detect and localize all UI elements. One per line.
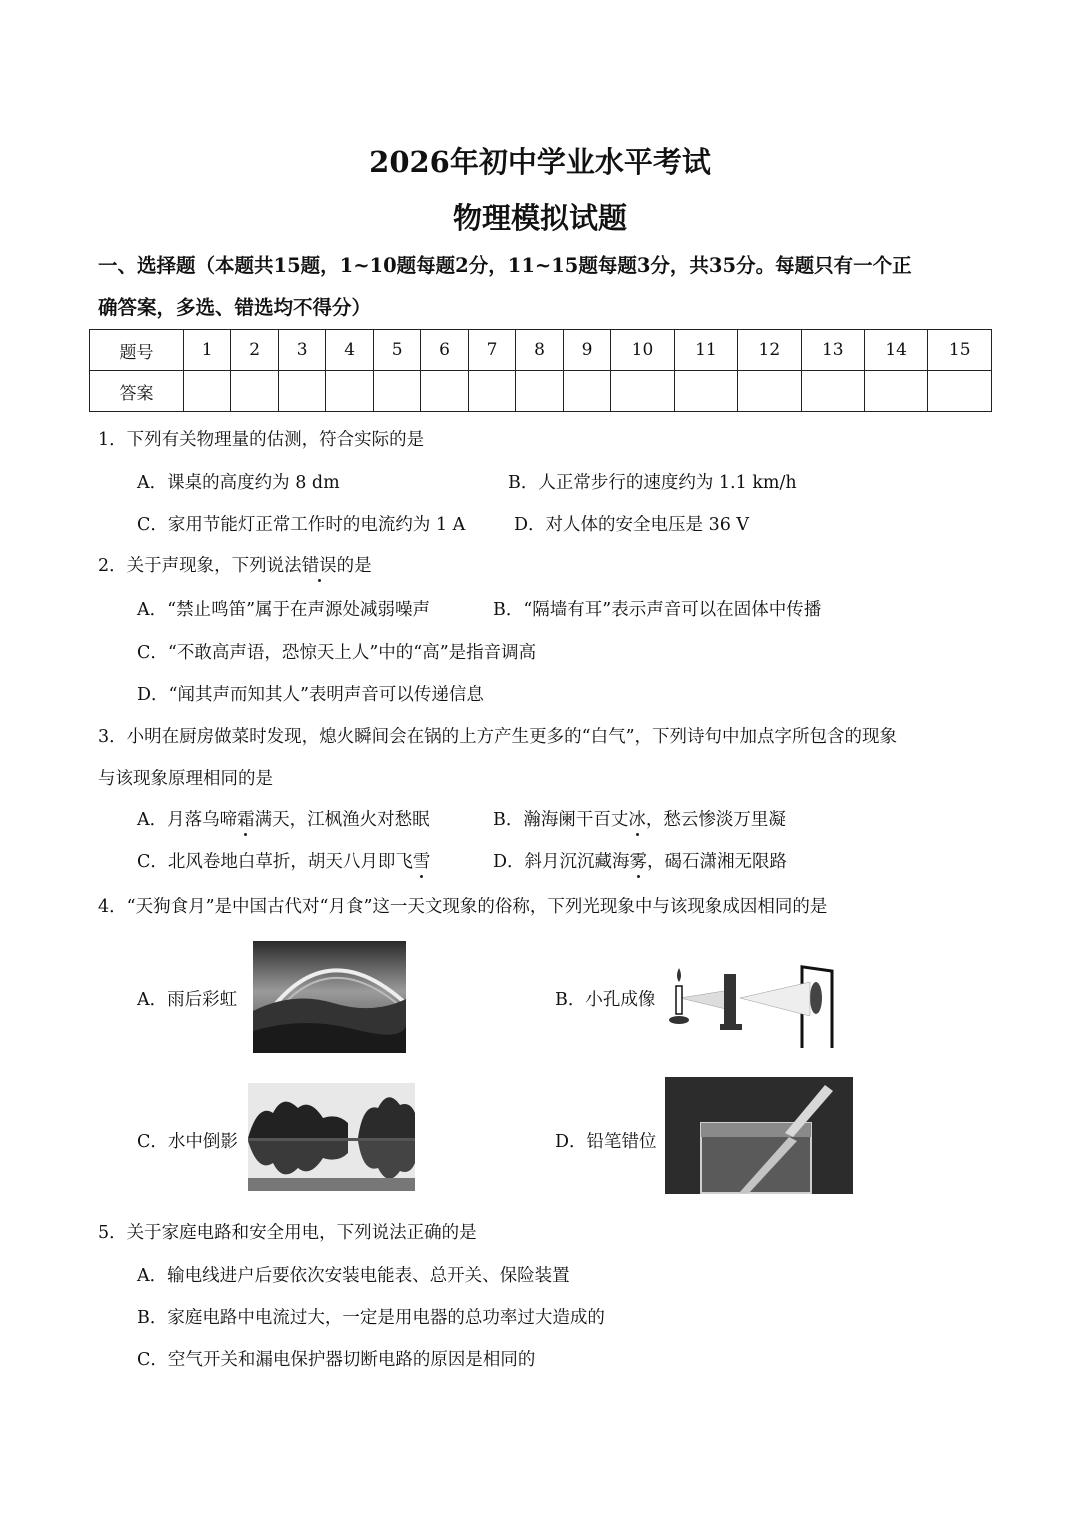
question-number-cell: 3	[278, 330, 325, 371]
question-1-option-d: D．对人体的安全电压是 36 V	[514, 515, 750, 535]
question-number-cell: 10	[611, 330, 674, 371]
question-3-option-c	[137, 848, 430, 873]
dotted-char: 霜	[237, 810, 255, 830]
dotted-char: 雪	[412, 852, 431, 872]
question-3-stem-line2: 与该现象原理相同的是	[98, 769, 273, 789]
question-4-stem: 4．“天狗食月”是中国古代对“月食”这一天文现象的俗称，下列光现象中与该现象成因相同的是	[98, 897, 828, 917]
question-number-cell: 6	[421, 330, 468, 371]
answer-cell[interactable]	[373, 371, 420, 412]
dotted-char: 冰	[628, 810, 646, 830]
question-number-cell: 7	[468, 330, 515, 371]
question-2-emphasis: 错误	[301, 556, 337, 576]
exam-subtitle: 物理模拟试题	[452, 201, 627, 235]
option-text: C．北风卷地白草折，胡天八月即飞	[137, 852, 413, 872]
answer-table-answer-row	[90, 371, 992, 412]
option-text: A．月落乌啼	[137, 810, 238, 830]
section-heading	[98, 245, 998, 329]
question-1-option-b: B．人正常步行的速度约为 1.1 km/h	[508, 473, 797, 493]
question-2-stem-end: 的是	[336, 556, 372, 576]
question-1-stem: 1．下列有关物理量的估测，符合实际的是	[98, 430, 425, 450]
option-text: ，碣石潇湘无限路	[647, 852, 788, 872]
answer-cell[interactable]	[468, 371, 515, 412]
question-number-cell: 13	[801, 330, 864, 371]
question-number-cell: 14	[864, 330, 927, 371]
question-5-option-a: A．输电线进户后要依次安装电能表、总开关、保险装置	[137, 1266, 570, 1286]
answer-cell[interactable]	[563, 371, 610, 412]
answer-cell[interactable]	[516, 371, 563, 412]
question-number-cell: 11	[674, 330, 737, 371]
question-4-option-b: B．小孔成像	[555, 990, 656, 1010]
exam-title: 2026年初中学业水平考试	[369, 145, 711, 179]
question-2-option-a: A．“禁止鸣笛”属于在声源处减弱噪声	[137, 600, 431, 620]
answer-table-number-row	[90, 330, 992, 371]
option-text: B．瀚海阑干百丈	[493, 810, 629, 830]
answer-cell[interactable]	[738, 371, 801, 412]
answer-cell[interactable]	[421, 371, 468, 412]
question-number-cell: 15	[928, 330, 992, 371]
question-2-stem	[98, 552, 372, 577]
question-number-cell: 8	[516, 330, 563, 371]
pinhole-camera-diagram	[668, 946, 836, 1048]
answer-cell[interactable]	[864, 371, 927, 412]
question-number-cell: 5	[373, 330, 420, 371]
option-text: D．斜月沉沉藏海	[493, 852, 630, 872]
question-3-option-b	[493, 806, 786, 831]
answer-cell[interactable]	[278, 371, 325, 412]
answer-table	[89, 329, 992, 412]
question-number-cell: 9	[563, 330, 610, 371]
answer-cell[interactable]	[231, 371, 278, 412]
question-5-option-c: C．空气开关和漏电保护器切断电路的原因是相同的	[137, 1350, 536, 1370]
question-2-stem-text: 2．关于声现象，下列说法	[98, 556, 302, 576]
question-5-stem: 5．关于家庭电路和安全用电，下列说法正确的是	[98, 1223, 477, 1243]
question-1-option-c: C．家用节能灯正常工作时的电流约为 1 A	[137, 515, 466, 535]
question-3-option-a	[137, 806, 430, 831]
question-number-cell: 1	[183, 330, 230, 371]
answer-cell[interactable]	[611, 371, 674, 412]
question-3-stem-line1: 3．小明在厨房做菜时发现，熄火瞬间会在锅的上方产生更多的“白气”，下列诗句中加点字所包含的现象	[98, 727, 898, 747]
question-number-cell: 4	[326, 330, 373, 371]
question-number-cell: 2	[231, 330, 278, 371]
row-label-answer: 答案	[90, 371, 184, 412]
answer-cell[interactable]	[183, 371, 230, 412]
question-5-option-b: B．家庭电路中电流过大，一定是用电器的总功率过大造成的	[137, 1308, 605, 1328]
answer-cell[interactable]	[928, 371, 992, 412]
dotted-char: 雾	[629, 852, 648, 872]
row-label-number: 题号	[90, 330, 184, 371]
question-4-option-a: A．雨后彩虹	[137, 990, 238, 1010]
section-heading-line1: 一、选择题（本题共15题，1~10题每题2分，11~15题每题3分，共35分。每题只有一个正	[98, 254, 912, 277]
question-3-option-d	[493, 848, 787, 873]
question-2-option-d: D．“闻其声而知其人”表明声音可以传递信息	[137, 685, 484, 705]
option-text: 满天，江枫渔火对愁眠	[254, 810, 430, 830]
question-number-cell: 12	[738, 330, 801, 371]
question-4-option-c: C．水中倒影	[137, 1132, 238, 1152]
question-2-option-b: B．“隔墙有耳”表示声音可以在固体中传播	[493, 600, 822, 620]
section-heading-line2: 确答案，多选、错选均不得分）	[98, 296, 372, 319]
answer-cell[interactable]	[801, 371, 864, 412]
pencil-in-water-photo	[665, 1077, 853, 1194]
question-4-option-d: D．铅笔错位	[555, 1132, 657, 1152]
rainbow-photo	[253, 941, 406, 1053]
water-reflection-photo	[248, 1083, 415, 1191]
question-2-option-c: C．“不敢高声语，恐惊天上人”中的“高”是指音调高	[137, 643, 537, 663]
option-text: ，愁云惨淡万里凝	[645, 810, 786, 830]
answer-cell[interactable]	[674, 371, 737, 412]
answer-cell[interactable]	[326, 371, 373, 412]
question-1-option-a: A．课桌的高度约为 8 dm	[137, 473, 340, 493]
